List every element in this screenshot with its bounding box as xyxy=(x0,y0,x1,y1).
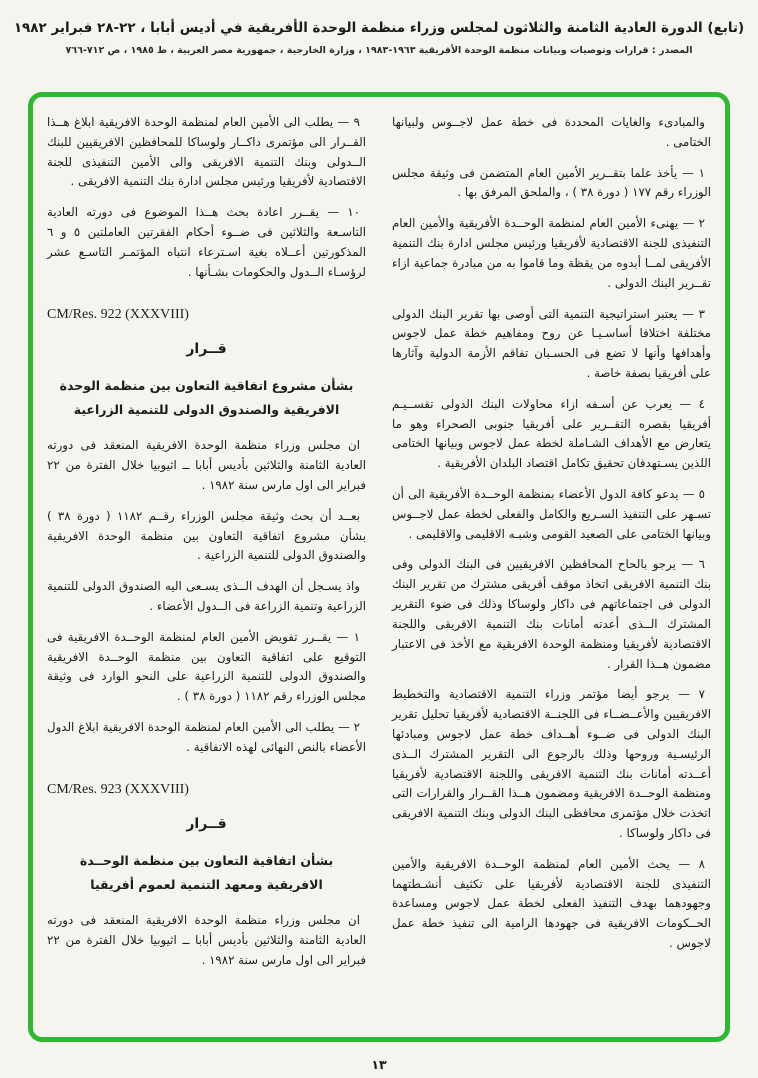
paragraph-operative-7: ٧ — يرجو أيضا مؤتمر وزراء التنمية الاقتصادية والتخطيط الافريقيين والأعــضــاء فى اللجنــة الاقتصادية لأفريقيا تحليل تقرير البنك الدولى فى ضــوء أهــداف خطة عمل لاجوس ومبادئها الرئيسـية وروحها وذلك بالرجوع الى التقرير المشترك الــذى أعــدته أمانات بنك التنمية الافريقى واللجنة الاقتصادية لأفريقيا ومنظمة الوحــدة الافريقية ومضمون هــذا القــرار والقرارات التى اتخذت خلال مؤتمرى محافظى البنك الدولى وبنك التنمية الافريقى فى داكار ولوساكا . xyxy=(392,687,711,840)
resolution-923-intro: ان مجلس وزراء منظمة الوحدة الافريقية المنعقد فى دورته العادية الثامنة والثلاثين بأديس أبابا ــ اثيوبيا خلال الفترة من ٢٢ فبراير الى اول مارس سنة ١٩٨٢ . xyxy=(47,913,366,968)
page-header xyxy=(0,0,758,56)
paragraph-operative-8: ٨ — يحث الأمين العام لمنظمة الوحــدة الافريقية والأمين التنفيذى للجنة الاقتصادية لأفريقيا على تكثيف أنشـطتهما وجهودهما بهدف التنفيذ الفعلى لخطة عمل لاجوس ومساعدة الحــكومات الافريقية فى جهودها الرامية الى تنفيذ خطة عمل لاجوس . xyxy=(392,856,711,951)
paragraph-operative-2: ٢ — يهنىء الأمين العام لمنظمة الوحــدة الأفريقية والأمين العام التنفيذى للجنة الاقتصادية لأفريقيا ورئيس مجلس ادارة بنك التنمية الأفريقى لمــا أبدوه من يقظة وما قاموا به من مبادرة جماعية ازاء تقــرير البنك الدولى . xyxy=(392,216,711,290)
resolution-title-923: بشأن اتفاقية التعاون بين منظمة الوحــدة الافريقية ومعهد التنمية لعموم أفريقيا xyxy=(79,852,334,893)
resolution-922-operative-1: ١ — يقــرر تفويض الأمين العام لمنظمة الوحــدة الافريقية فى التوقيع على اتفاقية التعاون بين منظمة الوحــدة الافريقية والصندوق الدولى للتنمية الزراعية على النحو الوارد فى وثيقة مجلس الوزراء رقم ١١٨٢ ( دورة ٣٨ ) . xyxy=(47,629,366,704)
green-border-frame xyxy=(28,92,730,1042)
resolution-922-considering-2: واذ يسـجل أن الهدف الــذى يسـعى اليه الصندوق الدولى للتنمية الزراعية وتنمية الزراعة فى الــدول الأعضاء . xyxy=(47,579,366,613)
resolution-922-operative-2: ٢ — يطلب الى الأمين العام لمنظمة الوحدة الافريقية ابلاغ الدول الأعضاء بالنص النهائى لهذه الاتفاقية . xyxy=(47,720,366,754)
paragraph-operative-3: ٣ — يعتبر استراتيجية التنمية التى أوصى بها تقرير البنك الدولى مختلفة اختلافا أساسـيـا عن روح ومفاهيم خطة عمل لاجوس وأهدافها وأنها لا تضع فى الحسـبان تفاقم الأزمة الدولية وآثارها على أفريقيا بصفة خاصة . xyxy=(392,306,711,380)
paragraph-operative-9: ٩ — يطلب الى الأمين العام لمنظمة الوحدة الافريقية ابلاغ هــذا القــرار الى مؤتمرى داكــار ولوساكا للمحافظين الافريقيين للبنك الــدولى وبنك التنمية الافريقى والى الأمين التنفيذى للجنة الاقتصادية لأفريقيا ورئيس مجلس ادارة بنك التنمية الافريقى . xyxy=(47,115,366,189)
paragraph-operative-1: ١ — يأخذ علما بتقــرير الأمين العام المتضمن فى وثيقة مجلس الوزراء رقم ١٧٧ ( دورة ٣٨ ) ، والملحق المرفق بها . xyxy=(392,165,711,200)
paragraph-operative-4: ٤ — يعرب عن أسـفه ازاء محاولات البنك الدولى تقســيـم أفريقيا بقصره التقــرير على أفريقيا جنوبى الصحراء وهو ما يتعارض مع الأهداف الشـاملة لخطة عمل لاجوس وبيانها الختامى اللذين يسـتهدفان تحقيق تكامل اقتصاد البلدان الأفريقية . xyxy=(392,396,711,471)
paragraph-continuation: والمبادىء والغايات المحددة فى خطة عمل لاجــوس ولبيانها الختامى . xyxy=(392,115,711,149)
paragraph-operative-6: ٦ — يرجو بالحاح المحافظين الافريقيين فى البنك الدولى وفى بنك التنمية الافريقى اتخاذ موقف أفريقى مشترك من تقرير البنك الدولى فى اجتماعاتهم فى داكار ولوساكا وذلك فى ضوء التقرير المشترك الــذى أعدته أمانات بنك التنمية الافريقى واللجنة الاقتصادية لأفريقيا ومنظمة الوحدة الافريقية مع الأخذ فى الاعتبار مضمون هــذا القرار . xyxy=(392,557,711,671)
resolution-922-intro: ان مجلس وزراء منظمة الوحدة الافريقية المنعقد فى دورته العادية الثامنة والثلاثين بأديس أبابا ــ اثيوبيا خلال الفترة من ٢٢ فبراير الى اول مارس سنة ١٩٨٢ . xyxy=(47,438,366,492)
two-column-layout xyxy=(47,113,711,1027)
resolution-code-922: CM/Res. 922 (XXXVIII) xyxy=(47,306,189,322)
resolution-code-923: CM/Res. 923 (XXXVIII) xyxy=(47,781,189,797)
resolution-title-922: بشأن مشروع اتفاقية التعاون بين منظمة الوحدة الافريقية والصندوق الدولى للتنمية الزراعية xyxy=(59,377,354,417)
column-left xyxy=(47,113,366,1027)
document-source-line: المصدر : قرارات وتوصيات وبيانات منظمة الوحدة الأفريقية ١٩٦٣-١٩٨٣ ، وزارة الخارجية ، جمهورية مصر العربية ، ط ١٩٨٥ ، ص ٧١٢-٧٦٦ xyxy=(65,45,693,56)
paragraph-operative-5: ٥ — يدعو كافة الدول الأعضاء بمنظمة الوحــدة الأفريقية الى أن تسـهر على التنفيذ السـريع والكامل والفعلى لخطة عمل لاجــوس وبيانها الختامى على الصعيد القومى وشبـه الاقليمى والاقليمى . xyxy=(392,487,711,541)
resolution-922-considering-1: بعــد أن بحث وثيقة مجلس الوزراء رقــم ١١٨٢ ( دورة ٣٨ ) بشأن مشروع اتفاقية التعاون بين منظمة الوحدة الافريقية والصندوق الدولى للتنمية الزراعية . xyxy=(47,508,366,563)
column-right xyxy=(392,113,711,1027)
resolution-heading-922: قــرار xyxy=(186,341,227,358)
resolution-heading-923: قــرار xyxy=(186,816,227,833)
page-number: ١٣ xyxy=(371,1057,387,1072)
document-title: (تابع) الدورة العادية الثامنة والثلاثون لمجلس وزراء منظمة الوحدة الأفريقية في أديس أبابا ، ٢٢-٢٨ فبراير ١٩٨٢ xyxy=(13,20,745,36)
paragraph-operative-10: ١٠ — يقــرر اعادة بحث هــذا الموضوع فى دورته العادية التاسـعة والثلاثين فى ضــوء أحكام الفقرتين العاملتين ٥ و ٦ المذكورتين أعــلاه بغية اسـترعاء انتباه المؤتمـر التاسـع عشر لرؤسـاء الــدول والحكومات بشـأنها . xyxy=(47,205,366,279)
